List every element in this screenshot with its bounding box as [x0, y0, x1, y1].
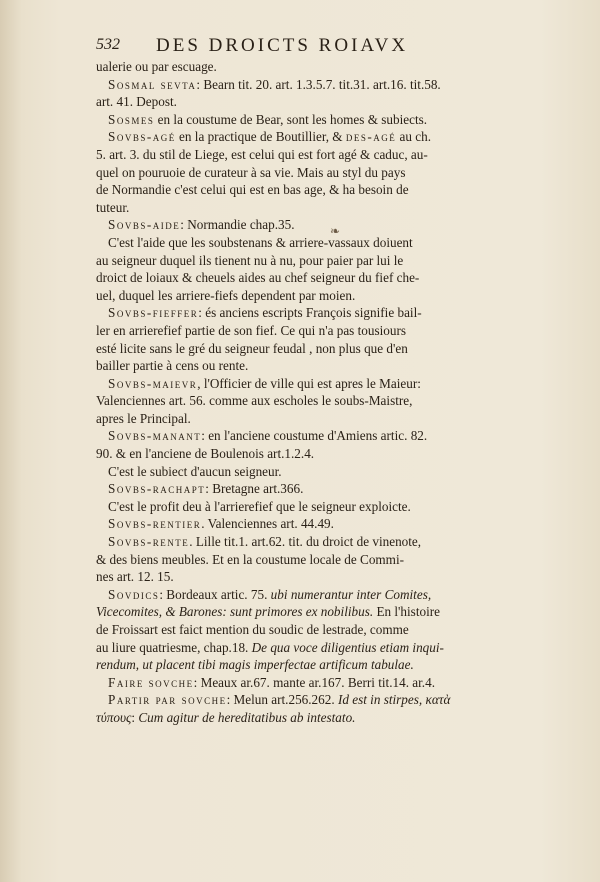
line-text: : en l'anciene coustume d'Amiens artic. 82.: [201, 428, 428, 444]
text-line: [96, 111, 524, 129]
entry-term: Sosmal sevta: [108, 76, 197, 92]
text-line: [96, 76, 524, 94]
text-line: [96, 674, 524, 692]
line-text: ler en arrierefief partie de son fief. Ce qui n'a pas tousiours: [96, 322, 406, 338]
line-text: tuteur.: [96, 199, 130, 215]
entry-term: Faire sovche: [108, 674, 194, 690]
latin-gloss: Cum agitur de hereditatibus ab intestato.: [138, 709, 356, 725]
line-text: : Melun art.256.262.: [226, 692, 338, 708]
line-text: de Froissart est faict mention du soudic de lestrade, comme: [96, 622, 409, 637]
latin-gloss: De qua voce diligentius etiam inqui-: [251, 639, 444, 655]
entry-term: Sovbs-aide: [108, 217, 181, 233]
line-text: : Normandie chap.35.: [180, 217, 295, 233]
text-line: [96, 181, 524, 199]
line-text: C'est le subiect d'aucun seigneur.: [108, 463, 282, 479]
line-text: art. 41. Depost.: [96, 94, 177, 110]
line-text: en la coustume de Bear, sont les homes & subiects.: [154, 111, 428, 127]
text-line: [96, 515, 524, 533]
line-text: de Normandie c'est celui qui est en bas age, & ha besoin de: [96, 182, 409, 198]
latin-gloss: τύπους: [96, 709, 132, 725]
text-line: [96, 498, 524, 516]
line-text: droict de loiaux & cheuels aides au chef seigneur du fief che-: [96, 270, 420, 286]
line-text: au seigneur duquel ils tienent nu à nu, pour paier par lui le: [96, 252, 404, 268]
line-text: : Meaux ar.67. mante ar.167. Berri tit.14. ar.4.: [193, 674, 435, 690]
text-line: [96, 410, 524, 428]
line-text: apres le Principal.: [96, 410, 191, 426]
printer-ornament-mark: ❧: [330, 224, 341, 238]
line-text: : Bordeaux artic. 75.: [159, 586, 271, 602]
entry-term: des-agé: [345, 129, 397, 145]
line-text: nes art. 12. 15.: [96, 569, 174, 585]
text-line: [96, 639, 524, 657]
text-line: [96, 375, 524, 393]
line-text: uel, duquel les arriere-fiefs dependent par moien.: [96, 287, 356, 303]
line-text: :: [131, 709, 139, 725]
text-line: [96, 234, 524, 252]
line-text: En l'histoire: [373, 604, 440, 620]
text-line: [96, 656, 524, 674]
text-line: [96, 252, 524, 270]
entry-term: Sovbs-rachapt: [108, 481, 206, 497]
line-text: 5. art. 3. du stil de Liege, est celui qui est fort agé & caduc, au-: [96, 146, 428, 162]
entry-term: Sovbs-manant: [108, 428, 202, 444]
text-line: [96, 621, 524, 639]
text-line: [96, 533, 524, 551]
text-line: [96, 199, 524, 217]
line-text: : Bearn tit. 20. art. 1.3.5.7. tit.31. art.16. tit.58.: [196, 76, 441, 92]
text-line: [96, 93, 524, 111]
line-text: & des biens meubles. Et en la coustume locale de Commi-: [96, 551, 405, 567]
entry-term: Sovdics: [108, 586, 160, 602]
line-text: au ch.: [396, 129, 432, 145]
line-text: C'est le profit deu à l'arrierefief que le seigneur exploicte.: [108, 498, 411, 514]
line-text: ualerie ou par escuage.: [96, 59, 217, 74]
text-line: [96, 463, 524, 481]
text-line: [96, 216, 524, 234]
entry-term: Sovbs-maievr: [108, 375, 198, 391]
latin-gloss: rendum, ut placent tibi magis imperfectae artificum tabulae.: [96, 657, 414, 673]
page-body-text: [96, 58, 524, 727]
text-line: [96, 357, 524, 375]
text-line: [96, 586, 524, 604]
text-line: [96, 128, 524, 146]
text-line: [96, 603, 524, 621]
page-number: 532: [96, 36, 120, 53]
entry-term: Sovbs-fieffer: [108, 305, 199, 321]
line-text: C'est l'aide que les soubstenans & arriere-vassaux doiuent: [108, 234, 413, 250]
text-line: [96, 269, 524, 287]
latin-gloss: ubi numerantur inter Comites,: [270, 586, 432, 602]
text-line: [96, 551, 524, 569]
text-line: [96, 709, 524, 727]
running-title: DES DROICTS ROIAVX: [156, 35, 409, 56]
line-text: . Lille tit.1. art.62. tit. du droict de vinenote,: [189, 534, 422, 550]
entry-term: Sosmes: [108, 111, 155, 127]
text-line: [96, 146, 524, 164]
latin-gloss: κατὰ: [425, 692, 451, 708]
entry-term: Sovbs-rentier: [108, 516, 202, 532]
line-text: quel on pouruoie de curateur à sa vie. Mais au styl du pays: [96, 164, 406, 180]
text-line: [96, 691, 524, 709]
line-text: , l'Officier de ville qui est apres le Maieur:: [197, 375, 421, 391]
text-line: [96, 58, 524, 76]
entry-term: Partir par sovche: [108, 692, 227, 708]
line-text: . Valenciennes art. 44.49.: [201, 516, 334, 532]
latin-gloss: Id est in stirpes,: [337, 692, 423, 708]
line-text: 90. & en l'anciene de Boulenois art.1.2.4.: [96, 446, 315, 462]
latin-gloss: Vicecomites, & Barones: sunt primores ex nobilibus.: [96, 604, 374, 620]
line-text: en la practique de Boutillier, &: [175, 129, 346, 145]
text-line: [96, 392, 524, 410]
text-line: [96, 445, 524, 463]
text-line: [96, 164, 524, 182]
entry-term: Sovbs-rente: [108, 534, 190, 550]
line-text: esté licite sans le gré du seigneur feudal , non plus que d'en: [96, 340, 408, 356]
text-line: [96, 304, 524, 322]
line-text: au liure quatriesme, chap.18.: [96, 639, 252, 655]
text-line: [96, 340, 524, 358]
text-line: [96, 287, 524, 305]
text-line: [96, 480, 524, 498]
line-text: : és anciens escripts François signifie bail-: [198, 305, 422, 321]
text-line: [96, 568, 524, 586]
line-text: Valenciennes art. 56. comme aux escholes le soubs-Maistre,: [96, 393, 413, 409]
page-header: [96, 36, 576, 58]
text-line: [96, 322, 524, 340]
text-line: [96, 427, 524, 445]
line-text: bailler partie à cens ou rente.: [96, 358, 249, 374]
entry-term: Sovbs-agé: [108, 129, 176, 145]
line-text: : Bretagne art.366.: [205, 481, 304, 497]
